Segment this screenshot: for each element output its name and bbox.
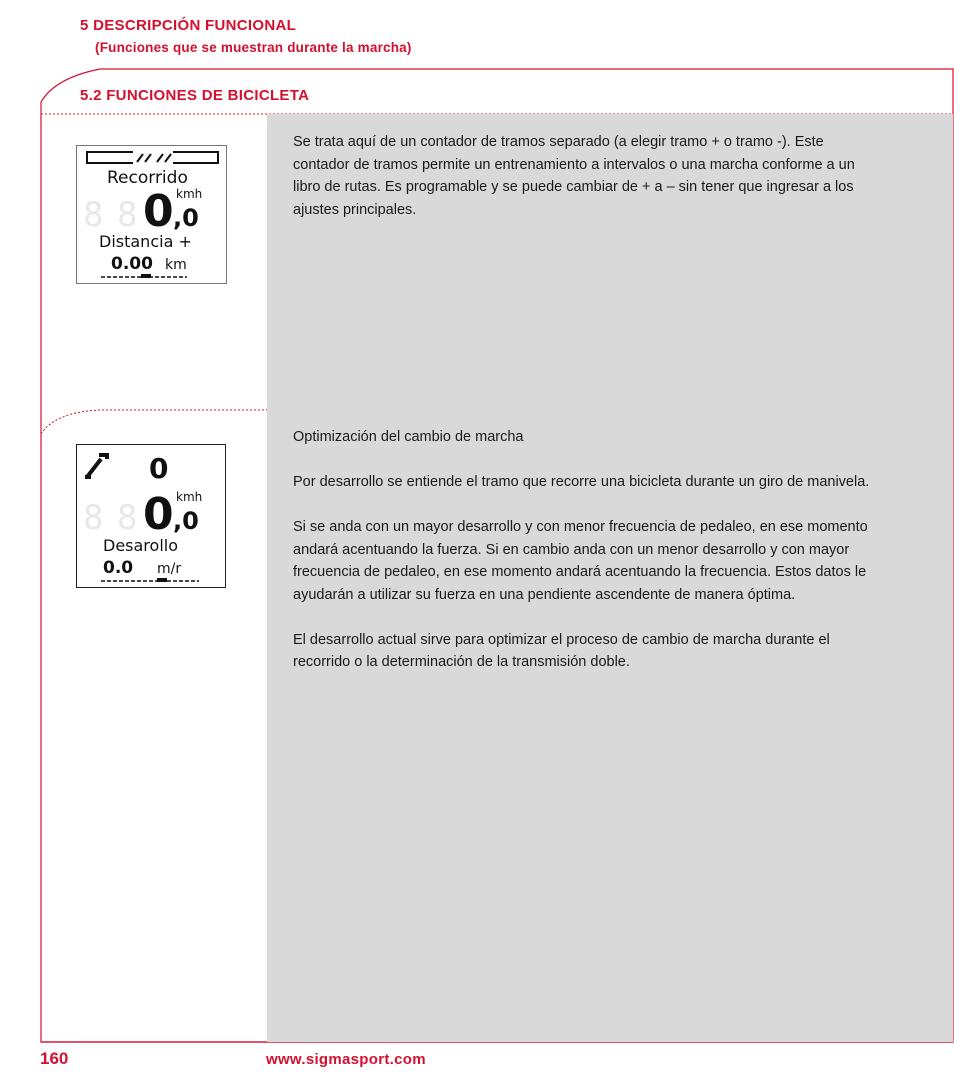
ghost-digits: 8 (83, 498, 104, 538)
display-line3: Distancia + (99, 232, 192, 251)
speed-decimal: ,0 (173, 507, 199, 535)
display-top-value: 0 (149, 452, 169, 485)
paragraph-heading: Optimización del cambio de marcha (293, 429, 524, 445)
ghost-digits-2: 8 (117, 498, 138, 538)
ghost-digits-2: 8 (117, 195, 138, 235)
section-1-text (293, 131, 883, 221)
bike-computer-display-gear (76, 444, 226, 588)
website-link[interactable]: www.sigmasport.com (266, 1051, 426, 1068)
chapter-subtitle: (Funciones que se muestran durante la marcha) (95, 40, 412, 55)
page-number: 160 (40, 1049, 69, 1068)
paragraph: El desarrollo actual sirve para optimizar el proceso de cambio de marcha durante el recorrido o la determinación de la transmisión doble. (293, 631, 830, 670)
display-line1: Recorrido (107, 168, 188, 188)
bike-computer-display-distance (76, 145, 227, 284)
paragraph: Se trata aquí de un contador de tramos separado (a elegir tramo + o tramo -). Este contador de tramos permite un entrenamiento a intervalos o una marcha conforme a un libro de rutas. Es programable y se puede cambiar de + a – sin tener que ingresar a los ajustes principales. (293, 134, 855, 218)
display-value: 0.00 (111, 254, 153, 274)
section-2-text (293, 426, 883, 674)
segment-marker (141, 274, 151, 278)
speed-digit: 0 (143, 489, 174, 540)
speed-digit: 0 (143, 186, 174, 237)
display-line3: Desarollo (103, 536, 178, 555)
ghost-digits: 8 (83, 195, 104, 235)
display-value-unit: km (165, 257, 187, 273)
speed-decimal: ,0 (173, 204, 199, 232)
speed-unit: kmh (176, 187, 203, 201)
display-value: 0.0 (103, 558, 134, 578)
segment-marker (157, 578, 167, 582)
paragraph: Por desarrollo se entiende el tramo que recorre una bicicleta durante un giro de manivela. (293, 474, 870, 490)
speed-unit: kmh (176, 490, 203, 504)
section-title: 5.2 FUNCIONES DE BICICLETA (80, 87, 310, 104)
gear-icon (85, 455, 107, 477)
display-header-gap (133, 150, 173, 164)
chapter-title: 5 DESCRIPCIÓN FUNCIONAL (80, 17, 297, 34)
display-value-unit: m/r (157, 561, 182, 577)
paragraph: Si se anda con un mayor desarrollo y con menor frecuencia de pedaleo, en ese momento andará acentuando la fuerza. Si en cambio anda con un menor desarrollo y con mayor frecuencia de pedaleo, en ese momento andará acentuando la frecuencia. Estos datos le ayudarán a utilizar su fuerza en una pendiente ascendente de manera óptima. (293, 519, 868, 603)
